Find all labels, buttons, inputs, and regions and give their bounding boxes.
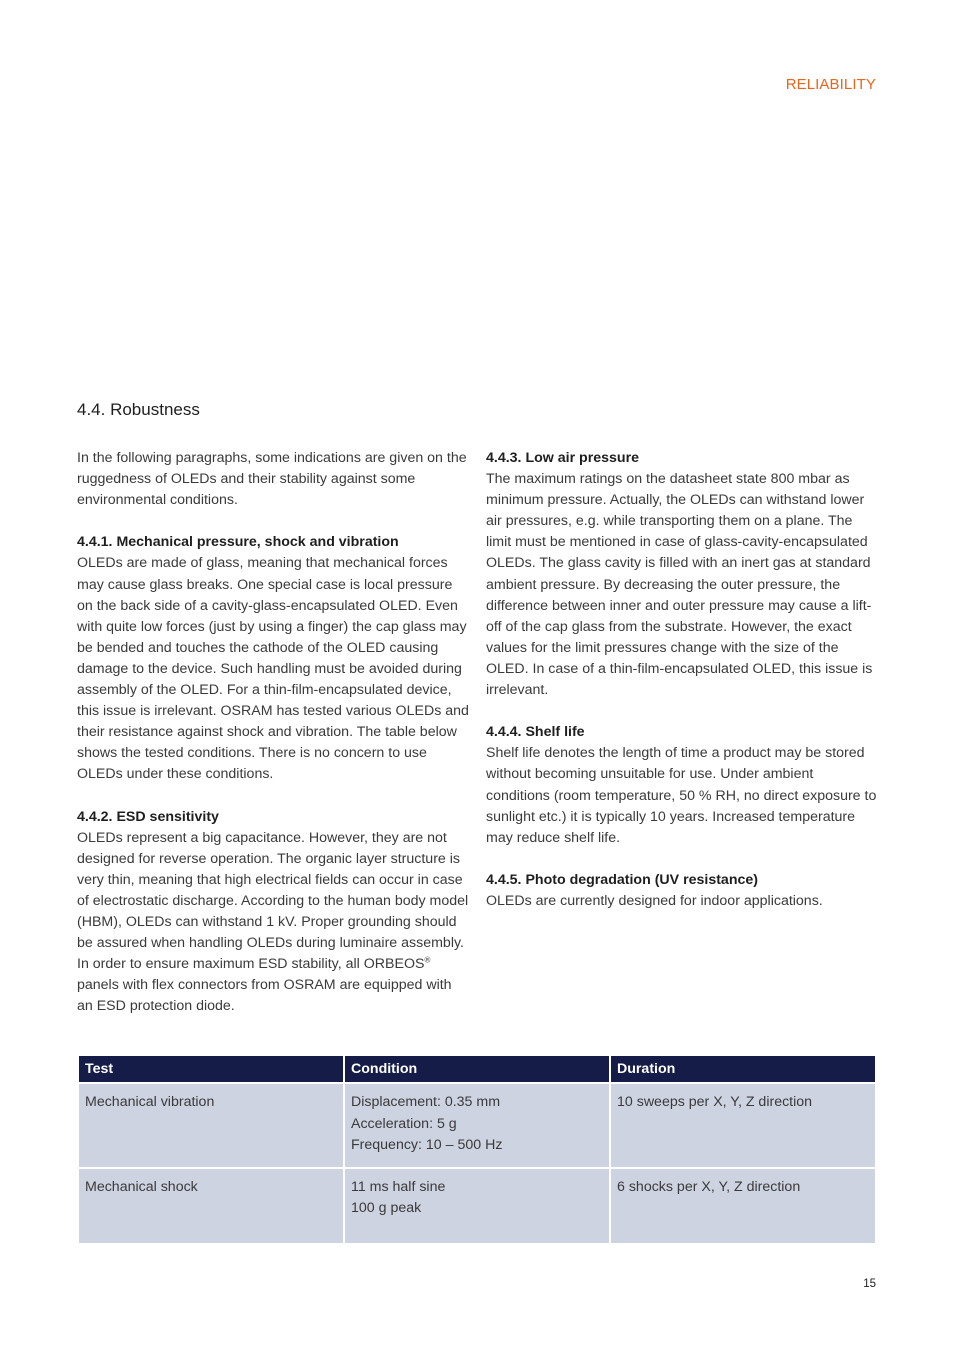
heading-low-air-pressure: 4.4.3. Low air pressure [486,450,639,466]
condition-line: Acceleration: 5 g [351,1115,457,1132]
heading-photo-degradation: 4.4.5. Photo degradation (UV resistance) [486,871,758,888]
table-header-condition: Condition [345,1056,609,1082]
left-column [77,448,469,1039]
page-title: 4.4. Robustness [77,400,200,419]
table-cell-condition [345,1169,609,1243]
table-header-row [79,1056,875,1082]
right-column [486,448,878,933]
page-number: 15 [863,1278,876,1290]
paragraph-mechanical-pressure: OLEDs are made of glass, meaning that mechanical forces may cause glass breaks. One special case is local pressure on the back side of a cavity-glass-encapsulated OLED. Even with quite low forces (just by using a finger) the cap glass may be bended and touches the cathode of the OLED causing damage to the device. Such handling must be avoided during assembly of the OLED. For a thin-film-encapsulated device, this issue is irrelevant. OSRAM has tested various OLEDs and their resistance against shock and vibration. The table below shows the tested conditions. There is no concern to use OLEDs under these conditions. [77,555,469,783]
paragraph-esd-sensitivity [77,828,469,1018]
condition-line: 100 g peak [351,1200,422,1216]
table-row [79,1084,875,1167]
condition-line: Frequency: 10 – 500 Hz [351,1137,503,1153]
table-cell-test: Mechanical vibration [79,1084,343,1167]
table-cell-condition [345,1084,609,1167]
test-conditions-table [77,1054,877,1245]
table-row [79,1169,875,1243]
esd-text-a: OLEDs represent a big capacitance. However, they are not designed for reverse operation. The organic layer structure is very thin, meaning that high electrical fields can occur in case of electrostatic discharge. According to the human body model (HBM), OLEDs can withstand 1 kV. Proper grounding should be assured when handling OLEDs during luminaire assembly. In order to ensure maximum ESD stability, all ORBEOS [77,829,469,973]
paragraph-photo-degradation: OLEDs are currently designed for indoor applications. [486,892,823,909]
table-header-duration: Duration [611,1056,875,1082]
heading-esd-sensitivity: 4.4.2. ESD sensitivity [77,808,219,825]
heading-mechanical-pressure: 4.4.1. Mechanical pressure, shock and vibration [77,534,399,551]
condition-line: Displacement: 0.35 mm [351,1094,501,1110]
paragraph-low-air-pressure: The maximum ratings on the datasheet state 800 mbar as minimum pressure. Actually, the OLEDs can withstand lower air pressures, e.g. while transporting them on a plane. The limit must be mentioned in case of glass-cavity-encapsulated OLEDs. The glass cavity is filled with an inert gas at standard ambient pressure. By decreasing the outer pressure, the difference between inner and outer pressure may cause a lift-off of the cap glass from the substrate. However, the exact values for the limit pressures change with the size of the OLED. In case of a thin-film-encapsulated OLED, this issue is irrelevant. [486,471,873,699]
registered-mark: ® [424,955,431,965]
table-header-test: Test [79,1056,343,1082]
table-cell-test: Mechanical shock [79,1169,343,1243]
heading-shelf-life: 4.4.4. Shelf life [486,724,585,741]
paragraph-shelf-life: Shelf life denotes the length of time a product may be stored without becoming unsuitable for use. Under ambient conditions (room temperature, 50 % RH, no direct exposure to sunlight etc.) it is typically 10 years. Increased temperature may reduce shelf life. [486,745,877,846]
section-label: RELIABILITY [785,76,876,93]
esd-text-b: panels with flex connectors from OSRAM are equipped with an ESD protection diode. [77,977,452,1015]
intro-paragraph: In the following paragraphs, some indications are given on the ruggedness of OLEDs and their stability against some environmental conditions. [77,450,467,509]
table-cell-duration: 6 shocks per X, Y, Z direction [611,1169,875,1243]
table-cell-duration: 10 sweeps per X, Y, Z direction [611,1084,875,1167]
condition-line: 11 ms half sine [351,1178,446,1195]
